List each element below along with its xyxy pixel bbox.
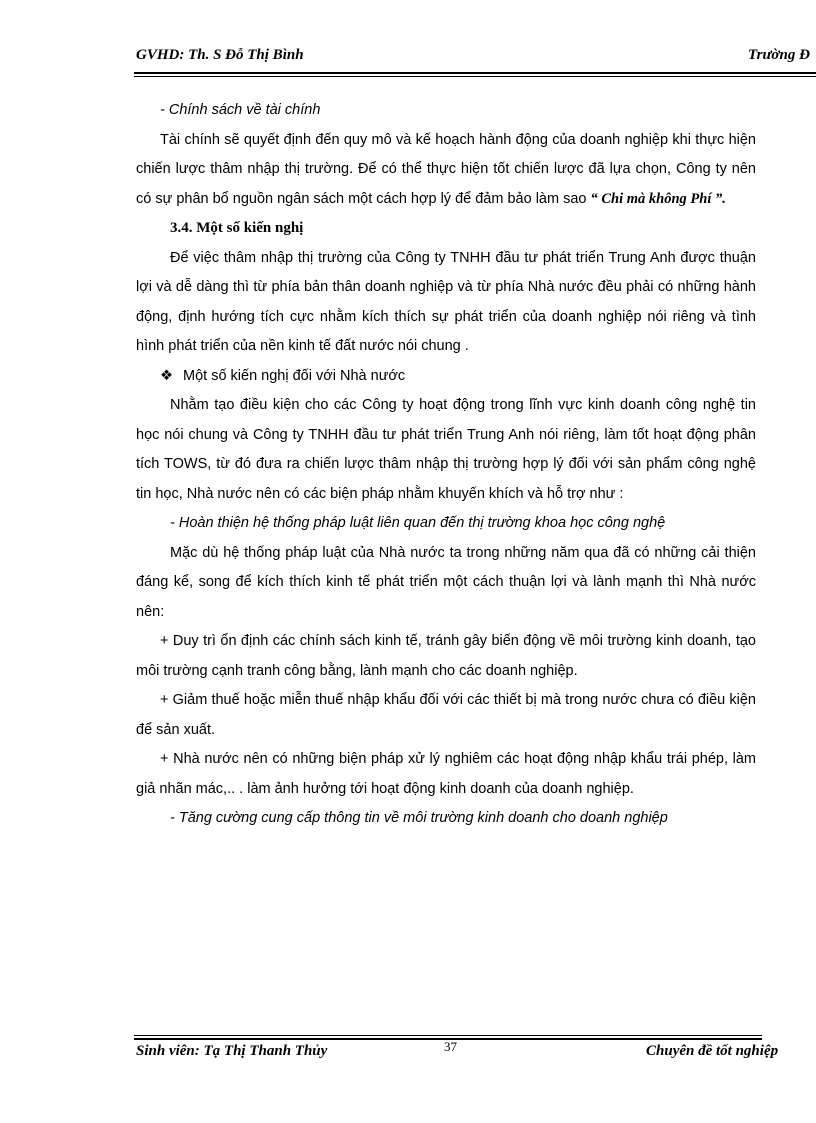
bullet-label: Một số kiến nghị đối với Nhà nước (183, 367, 406, 384)
footer-thesis-type: Chuyên đề tốt nghiệp (646, 1043, 779, 1059)
subsection-info-title: - Tăng cường cung cấp thông tin về môi trường kinh doanh cho doanh nghiệp (170, 810, 668, 826)
diamond-bullet-icon: ❖ (160, 367, 173, 384)
header-school: Trường Đ (748, 47, 810, 63)
header-rule-thick (134, 72, 816, 74)
header-advisor: GVHD: Th. S Đỗ Thị Bình (136, 47, 304, 63)
paragraph-law: Mặc dù hệ thống pháp luật của Nhà nước ta trong những năm qua đã có những cải thiện đáng kể, song để kích thích kinh tế phát triển một cách thuận lợi và lành mạnh thì Nhà nước nên: (136, 544, 756, 620)
paragraph-support: Nhằm tạo điều kiện cho các Công ty hoạt động trong lĩnh vực kinh doanh công nghệ tin học nói chung và Công ty TNHH đầu tư phát triển Trung Anh nói riêng, làm tốt hoạt động phân tích TOWS, từ đó đưa ra chiến lược thâm nhập thị trường hợp lý đối với sản phẩm công nghệ tin học, Nhà nước nên có các biện pháp nhằm khuyến khích và hỗ trợ như : (136, 397, 756, 502)
subsection-finance-title: - Chính sách về tài chính (160, 102, 321, 118)
paragraph-finance-text: Tài chính sẽ quyết định đến quy mô và kế hoạch hành động của doanh nghiệp khi thực hiện chiến lược thâm nhập thị trường. Để có thể thực hiện tốt chiến lược đã lựa chọn, Công ty nên có sự phân bổ nguồn ngân sách một cách hợp lý để đảm bảo làm sao (136, 131, 756, 207)
subsection-law-title: - Hoàn thiện hệ thống pháp luật liên quan đến thị trường khoa học công nghệ (170, 515, 666, 531)
paragraph-intro: Để việc thâm nhập thị trường của Công ty TNHH đầu tư phát triển Trung Anh được thuận lợi và dễ dàng thì từ phía bản thân doanh nghiệp và từ phía Nhà nước đều phải có những hành động, định hướng tích cực nhằm kích thích sự phát triển của doanh nghiệp nói riêng và tình hình phát triển của nền kinh tế đất nước nói chung . (136, 249, 756, 354)
page-body (136, 96, 756, 834)
paragraph-finance (136, 126, 756, 215)
bullet-item (136, 362, 756, 392)
footer-student: Sinh viên: Tạ Thị Thanh Thủy (136, 1043, 328, 1059)
header-rule-thin (134, 76, 816, 77)
recommendation-2: + Giảm thuế hoặc miễn thuế nhập khẩu đối với các thiết bị mà trong nước chưa có điều kiện để sản xuất. (136, 692, 756, 738)
page-number: 37 (444, 1039, 457, 1054)
footer-rule-thin (134, 1035, 762, 1036)
paragraph-finance-quote: “ Chi mà không Phí ”. (590, 190, 726, 207)
section-heading: 3.4. Một số kiến nghị (170, 220, 304, 236)
recommendation-1: + Duy trì ổn định các chính sách kinh tế, tránh gây biến động về môi trường kinh doanh, tạo môi trường cạnh tranh công bằng, lành mạnh cho các doanh nghiệp. (136, 633, 756, 679)
recommendation-3: + Nhà nước nên có những biện pháp xử lý nghiêm các hoạt động nhập khẩu trái phép, làm giả nhãn mác,.. . làm ảnh hưởng tới hoạt động kinh doanh của doanh nghiệp. (136, 751, 756, 797)
